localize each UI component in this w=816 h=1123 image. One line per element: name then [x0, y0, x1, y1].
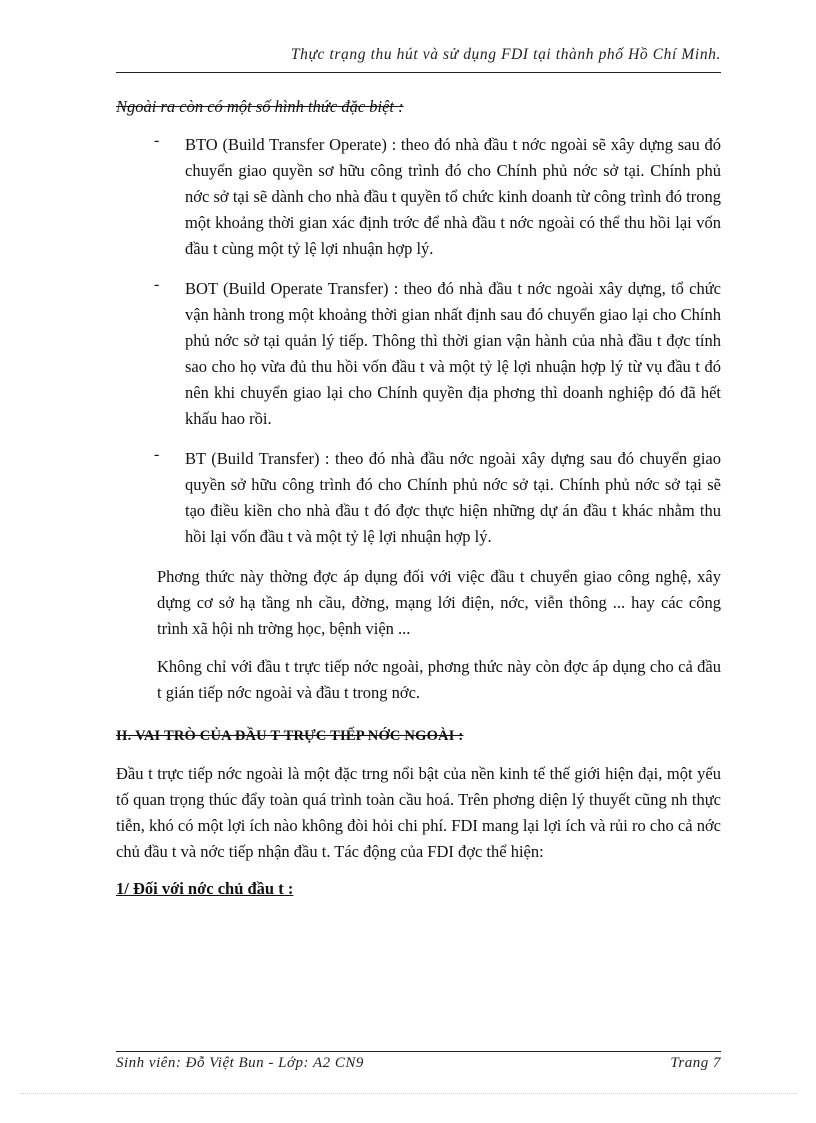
bullet-item-bt — [144, 446, 721, 550]
paragraph-method: Phơng thức này thờng đợc áp dụng đối với việc đầu t chuyển giao công nghệ, xây dựng cơ sở hạ tầng nh cầu, đờng, mạng lới điện, nớc, viễn thông ... hay các công trình xã hội nh trờng học, bệnh viện ... — [157, 567, 721, 638]
page-content — [116, 94, 721, 899]
bullet-dash: - — [154, 446, 160, 463]
bullet-dash: - — [154, 132, 160, 149]
page-edge-dots — [20, 1093, 796, 1094]
bullet-text: BTO (Build Transfer Operate) : theo đó nhà đầu t nớc ngoài sẽ xây dựng sau đó chuyển giao quyền sơ hữu công trình đó cho Chính phủ nớc sở tại. Chính phủ nớc sở tại sẽ dành cho nhà đầu t quyền tổ chức kinh doanh từ công trình đó trong một khoảng thời gian xác định trớc để nhà đầu t nớc ngoài có thể thu hồi lại vốn đầu t cùng một tỷ lệ lợi nhuận hợp lý. — [185, 135, 721, 258]
page-number: Trang 7 — [670, 1055, 721, 1071]
bullet-list — [116, 132, 721, 550]
paragraph-scope: Không chỉ với đầu t trực tiếp nớc ngoài, phơng thức này còn đợc áp dụng cho cả đầu t gián tiếp nớc ngoài và đầu t trong nớc. — [157, 657, 721, 702]
bullet-item-bto — [144, 132, 721, 262]
bullet-dash: - — [154, 276, 160, 293]
page-header: Thực trạng thu hút và sử dụng FDI tại thành phố Hồ Chí Minh. — [290, 46, 721, 63]
subsection-heading: 1/ Đối với nớc chủ đầu t : — [116, 879, 294, 898]
bullet-text: BOT (Build Operate Transfer) : theo đó nhà đầu t nớc ngoài xây dựng, tổ chức vận hành trong một khoảng thời gian nhất định sau đó chuyển giao lại cho Chính phủ nớc sở tại quản lý tiếp. Thông thì thời gian vận hành của nhà đầu t đợc tính sao cho họ vừa đủ thu hồi vốn đầu t và một tỷ lệ lợi nhuận hợp lý từ vụ đầu t đó nên khi chuyển giao lại cho Chính quyền địa phơng thì doanh nghiệp đó đã hết khấu hao rồi. — [185, 279, 721, 428]
footer-rule — [116, 1051, 721, 1052]
footer-author: Sinh viên: Đỗ Việt Bun - Lớp: A2 CN9 — [116, 1055, 364, 1071]
section-heading: II. VAI TRÒ CỦA ĐẦU T TRỰC TIẾP NỚC NGOÀI : — [116, 728, 464, 744]
bullet-item-bot — [144, 276, 721, 432]
paragraph-fdi-role: Đầu t trực tiếp nớc ngoài là một đặc trng nổi bật của nền kinh tế thế giới hiện đại, một yếu tố quan trọng thúc đẩy toàn quá trình toàn cầu hoá. Trên phơng diện lý thuyết cũng nh thực tiễn, khó có một lợi ích nào không đòi hỏi chi phí. FDI mang lại lợi ích và rủi ro cho cả nớc chủ đầu t và nớc tiếp nhận đầu t. Tác động của FDI đợc thể hiện: — [116, 764, 721, 861]
bullet-text: BT (Build Transfer) : theo đó nhà đầu nớc ngoài xây dựng sau đó chuyển giao quyền sở hữu công trình đó cho Chính phủ nớc sở tại. Chính phủ nớc sở tại sẽ tạo điều kiền cho nhà đầu t đó đợc thực hiện những dự án đầu t khác nhằm thu hồi lại vốn đầu t và một tỷ lệ lợi nhuận hợp lý. — [185, 449, 721, 546]
header-rule — [116, 72, 721, 73]
intro-line: Ngoài ra còn có một số hình thức đặc biệt : — [116, 97, 404, 116]
